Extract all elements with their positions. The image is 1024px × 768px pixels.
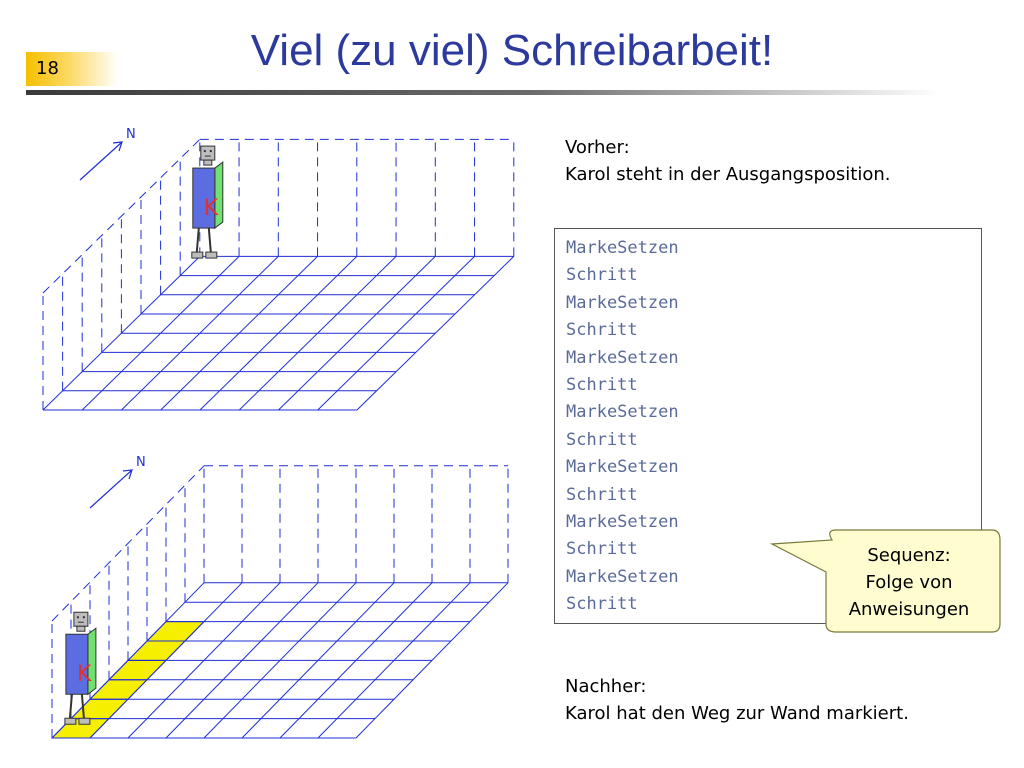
after-caption xyxy=(565,673,909,727)
callout-line-1: Sequenz: xyxy=(867,545,951,566)
program-line: Schritt xyxy=(566,484,638,505)
compass-arrow xyxy=(90,470,132,508)
callout-text xyxy=(826,542,992,623)
before-caption xyxy=(565,134,891,188)
program-line: MarkeSetzen xyxy=(566,347,679,368)
callout-line-2: Folge von xyxy=(865,572,953,593)
robot-letter: K xyxy=(76,662,92,688)
before-heading: Vorher: xyxy=(565,137,630,158)
after-heading: Nachher: xyxy=(565,676,647,697)
marked-cell xyxy=(147,622,204,641)
slide-number: 18 xyxy=(36,58,59,79)
program-line: Schritt xyxy=(566,320,638,341)
program-line: MarkeSetzen xyxy=(566,292,679,313)
program-lines xyxy=(566,235,679,619)
program-line: Schritt xyxy=(566,539,638,560)
marked-cell xyxy=(90,680,147,699)
program-line: MarkeSetzen xyxy=(566,238,679,258)
callout-line-3: Anweisungen xyxy=(848,599,970,620)
compass-label: N xyxy=(126,127,136,142)
marked-cell xyxy=(128,641,185,660)
program-line: MarkeSetzen xyxy=(566,512,679,533)
program-line: Schritt xyxy=(566,265,638,286)
program-line: MarkeSetzen xyxy=(566,566,679,587)
compass-label: N xyxy=(136,455,146,470)
world-after xyxy=(52,455,508,738)
marked-cell xyxy=(71,699,128,718)
program-line: MarkeSetzen xyxy=(566,457,679,478)
program-line: Schritt xyxy=(566,429,638,450)
world-before xyxy=(43,127,514,410)
program-line: Schritt xyxy=(566,594,638,615)
slide-title: Viel (zu viel) Schreibarbeit! xyxy=(250,26,774,75)
marked-cell xyxy=(109,660,166,679)
before-text: Karol steht in der Ausgangsposition. xyxy=(565,164,891,185)
compass-arrow xyxy=(80,142,122,180)
program-line: Schritt xyxy=(566,375,638,396)
after-text: Karol hat den Weg zur Wand markiert. xyxy=(565,703,909,724)
program-line: MarkeSetzen xyxy=(566,402,679,423)
robot-letter: K xyxy=(203,196,219,222)
